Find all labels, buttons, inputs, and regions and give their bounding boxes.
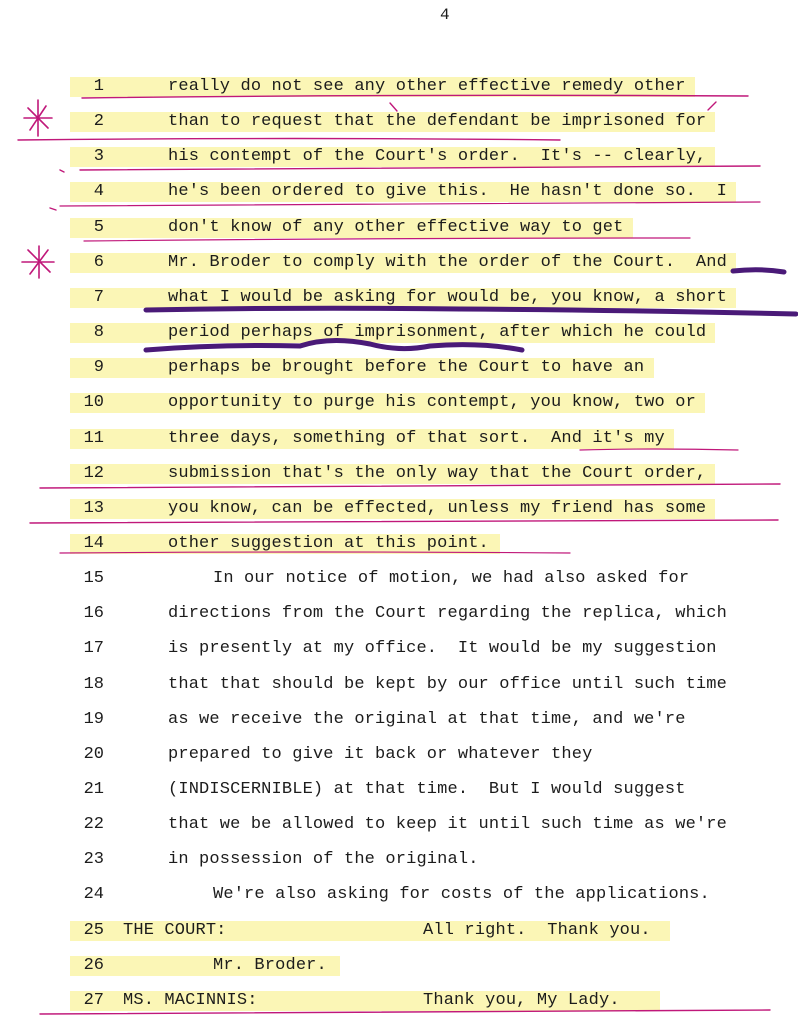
line-number: 26	[83, 956, 104, 975]
line-number: 24	[83, 885, 104, 904]
transcript-line	[0, 991, 798, 1036]
line-text: perhaps be brought before the Court to have an	[168, 358, 645, 377]
page-number: 4	[440, 6, 450, 24]
line-text: his contempt of the Court's order. It's -- clearly,	[168, 147, 707, 166]
line-number: 17	[83, 639, 104, 658]
line-number: 22	[83, 815, 104, 834]
line-text: Mr. Broder.	[213, 956, 327, 975]
line-number: 11	[83, 429, 104, 448]
line-number: 2	[93, 112, 104, 131]
line-number: 5	[93, 218, 104, 237]
line-text: what I would be asking for would be, you know, a short	[168, 288, 727, 307]
line-text: is presently at my office. It would be my suggestion	[168, 639, 717, 658]
line-number: 13	[83, 499, 104, 518]
line-text: that that should be kept by our office until such time	[168, 675, 727, 694]
line-text: prepared to give it back or whatever they	[168, 745, 593, 764]
line-number: 16	[83, 604, 104, 623]
line-number: 12	[83, 464, 104, 483]
line-number: 21	[83, 780, 104, 799]
line-number: 27	[83, 991, 104, 1010]
line-text: Thank you, My Lady.	[423, 991, 620, 1010]
speaker-label: MS. MACINNIS:	[123, 991, 258, 1010]
line-text: as we receive the original at that time, and we're	[168, 710, 686, 729]
line-number: 14	[83, 534, 104, 553]
line-number: 7	[93, 288, 104, 307]
line-number: 18	[83, 675, 104, 694]
line-text: All right. Thank you.	[423, 921, 651, 940]
line-text: he's been ordered to give this. He hasn't done so. I	[168, 182, 727, 201]
line-text: In our notice of motion, we had also asked for	[213, 569, 690, 588]
line-text: three days, something of that sort. And it's my	[168, 429, 665, 448]
line-number: 4	[93, 182, 104, 201]
line-text: don't know of any other effective way to get	[168, 218, 624, 237]
line-number: 25	[83, 921, 104, 940]
line-text: submission that's the only way that the Court order,	[168, 464, 707, 483]
line-text: opportunity to purge his contempt, you know, two or	[168, 393, 696, 412]
line-number: 1	[93, 77, 104, 96]
line-number: 6	[93, 253, 104, 272]
line-number: 19	[83, 710, 104, 729]
line-number: 10	[83, 393, 104, 412]
line-text: other suggestion at this point.	[168, 534, 489, 553]
line-number: 3	[93, 147, 104, 166]
line-number: 15	[83, 569, 104, 588]
line-number: 23	[83, 850, 104, 869]
line-number: 8	[93, 323, 104, 342]
line-text: in possession of the original.	[168, 850, 479, 869]
line-text: you know, can be effected, unless my friend has some	[168, 499, 707, 518]
line-text: than to request that the defendant be imprisoned for	[168, 112, 707, 131]
line-text: period perhaps of imprisonment, after which he could	[168, 323, 707, 342]
line-text: directions from the Court regarding the replica, which	[168, 604, 727, 623]
line-number: 20	[83, 745, 104, 764]
line-text: really do not see any other effective remedy other	[168, 77, 686, 96]
line-text: that we be allowed to keep it until such time as we're	[168, 815, 727, 834]
speaker-label: THE COURT:	[123, 921, 227, 940]
line-text: (INDISCERNIBLE) at that time. But I would suggest	[168, 780, 686, 799]
line-text: We're also asking for costs of the applications.	[213, 885, 710, 904]
line-text: Mr. Broder to comply with the order of the Court. And	[168, 253, 727, 272]
line-number: 9	[93, 358, 104, 377]
